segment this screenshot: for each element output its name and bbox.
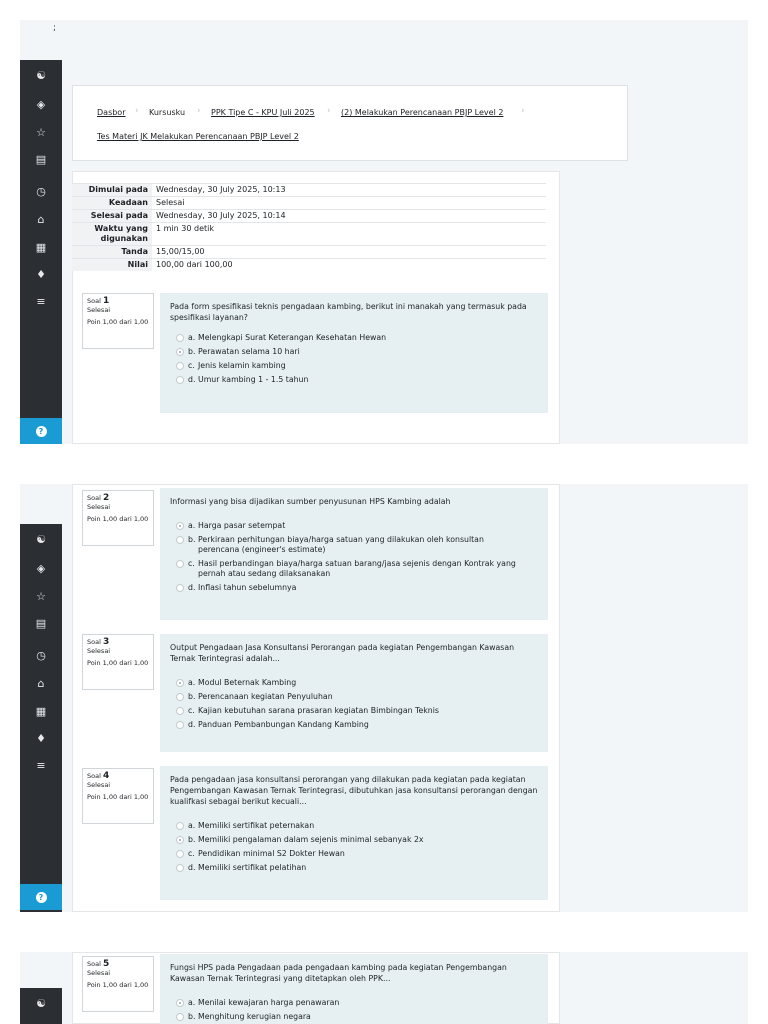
option-d[interactable]: d. Umur kambing 1 - 1.5 tahun	[170, 375, 538, 385]
list-icon[interactable]: ≡	[36, 758, 46, 772]
list-icon[interactable]: ≡	[36, 294, 46, 308]
question-state: Selesai	[87, 647, 111, 655]
question-number: 3	[102, 637, 110, 647]
star-icon[interactable]: ☆	[36, 125, 46, 139]
question-points: Poin 1,00 dari 1,00	[87, 318, 149, 326]
help-icon: ?	[36, 426, 47, 437]
right-column	[560, 484, 748, 912]
user-group-icon[interactable]: ☯	[36, 68, 46, 82]
option-b[interactable]: b. Perencanaan kegiatan Penyuluhan	[170, 692, 538, 702]
option-a[interactable]: a. Memiliki sertifikat peternakan	[170, 821, 538, 831]
star-icon[interactable]: ☆	[36, 589, 46, 603]
radio-icon[interactable]	[176, 822, 184, 830]
calendar-icon[interactable]: ▦	[35, 704, 47, 718]
radio-icon[interactable]	[176, 334, 184, 342]
question-number: 4	[102, 771, 110, 781]
book-icon[interactable]: ▤	[35, 616, 47, 630]
summary-label: Selesai pada	[72, 210, 152, 223]
question-points: Poin 1,00 dari 1,00	[87, 981, 149, 989]
summary-label: Nilai	[72, 259, 152, 272]
calendar-icon[interactable]: ▦	[35, 240, 47, 254]
question-state: Selesai	[87, 503, 111, 511]
summary-value: Wednesday, 30 July 2025, 10:14	[152, 210, 546, 223]
attempt-summary	[72, 183, 546, 271]
question-number: 2	[102, 493, 110, 503]
question-points: Poin 1,00 dari 1,00	[87, 659, 149, 667]
radio-icon[interactable]	[176, 376, 184, 384]
breadcrumb-separator: ›	[135, 106, 139, 116]
option-b[interactable]: b. Perawatan selama 10 hari	[170, 347, 538, 357]
top-marker: ;	[53, 23, 57, 33]
summary-value: 1 min 30 detik	[152, 223, 546, 246]
layers-icon[interactable]: ◈	[36, 561, 46, 575]
radio-icon[interactable]	[176, 850, 184, 858]
graduation-cap-icon[interactable]: ♦	[36, 267, 46, 281]
radio-icon[interactable]	[176, 1013, 184, 1021]
option-a[interactable]: a. Menilai kewajaran harga penawaran	[170, 998, 538, 1008]
breadcrumb-item-kursusku[interactable]: Kursusku	[149, 108, 186, 117]
page-1	[20, 20, 748, 444]
help-icon: ?	[36, 892, 47, 903]
radio-icon[interactable]	[176, 362, 184, 370]
summary-value: 15,00/15,00	[152, 246, 546, 259]
question-1	[160, 293, 548, 413]
page-2	[20, 484, 748, 912]
radio-icon[interactable]	[176, 522, 184, 530]
option-a[interactable]: a. Melengkapi Surat Keterangan Kesehatan Hewan	[170, 333, 538, 343]
radio-icon[interactable]	[176, 560, 184, 568]
question-info-3: Soal 3 Selesai Poin 1,00 dari 1,00	[82, 634, 154, 690]
question-text: Output Pengadaan Jasa Konsultansi Perorangan pada kegiatan Pengembangan Kawasan Ternak Terintegrasi adalah...	[170, 643, 515, 663]
breadcrumb-separator: ›	[197, 106, 201, 116]
book-icon[interactable]: ▤	[35, 152, 47, 166]
gauge-icon[interactable]: ◷	[36, 648, 46, 662]
user-group-icon[interactable]: ☯	[36, 996, 46, 1010]
sidebar	[20, 988, 62, 1024]
question-text: Fungsi HPS pada Pengadaan pada pengadaan kambing pada kegiatan Pengembangan Kawasan Ternak Terintegrasi yang ditetapkan oleh PPK...	[170, 963, 507, 983]
radio-icon[interactable]	[176, 348, 184, 356]
graduation-cap-icon[interactable]: ♦	[36, 731, 46, 745]
help-button[interactable]	[20, 884, 62, 910]
breadcrumb	[72, 85, 628, 161]
question-info-4: Soal 4 Selesai Poin 1,00 dari 1,00	[82, 768, 154, 824]
gauge-icon[interactable]: ◷	[36, 184, 46, 198]
radio-icon[interactable]	[176, 679, 184, 687]
option-b[interactable]: b. Menghitung kerugian negara	[170, 1012, 538, 1022]
option-d[interactable]: d. Panduan Pembanbungan Kandang Kambing	[170, 720, 538, 730]
layers-icon[interactable]: ◈	[36, 97, 46, 111]
question-state: Selesai	[87, 969, 111, 977]
summary-label: Tanda	[72, 246, 152, 259]
breadcrumb-item-quiz[interactable]: Tes Materi JK Melakukan Perencanaan PBJP Level 2	[97, 132, 299, 141]
breadcrumb-separator: ›	[327, 106, 331, 116]
sidebar	[20, 60, 62, 444]
question-4	[160, 766, 548, 900]
option-d[interactable]: d. Memiliki sertifikat pelatihan	[170, 863, 538, 873]
option-b[interactable]: b. Memiliki pengalaman dalam sejenis minimal sebanyak 2x	[170, 835, 538, 845]
question-2	[160, 488, 548, 620]
question-text: Pada form spesifikasi teknis pengadaan kambing, berikut ini manakah yang termasuk pada spesifikasi layanan?	[170, 302, 527, 322]
question-number: 5	[102, 959, 110, 969]
help-button[interactable]	[20, 418, 62, 444]
home-icon[interactable]: ⌂	[37, 676, 45, 690]
breadcrumb-item-section[interactable]: (2) Melakukan Perencanaan PBJP Level 2	[341, 108, 504, 117]
question-number: 1	[102, 296, 110, 306]
radio-icon[interactable]	[176, 693, 184, 701]
question-info-5: Soal 5 Selesai Poin 1,00 dari 1,00	[82, 956, 154, 1012]
summary-value: Selesai	[152, 197, 546, 210]
option-d[interactable]: d. Inflasi tahun sebelumnya	[170, 583, 538, 593]
home-icon[interactable]: ⌂	[37, 212, 45, 226]
option-c[interactable]: c. Jenis kelamin kambing	[170, 361, 538, 371]
user-group-icon[interactable]: ☯	[36, 532, 46, 546]
sidebar	[20, 524, 62, 912]
radio-icon[interactable]	[176, 999, 184, 1007]
right-column	[560, 952, 748, 1024]
breadcrumb-item-course[interactable]: PPK Tipe C - KPU Juli 2025	[211, 108, 315, 117]
right-column	[560, 20, 748, 444]
summary-label: Keadaan	[72, 197, 152, 210]
question-text: Informasi yang bisa dijadikan sumber penyusunan HPS Kambing adalah	[170, 497, 451, 506]
question-state: Selesai	[87, 781, 111, 789]
question-points: Poin 1,00 dari 1,00	[87, 793, 149, 801]
summary-label: Dimulai pada	[72, 184, 152, 197]
summary-value: Wednesday, 30 July 2025, 10:13	[152, 184, 546, 197]
summary-label: Waktu yang digunakan	[72, 223, 152, 246]
question-info-1: Soal 1 Selesai Poin 1,00 dari 1,00	[82, 293, 154, 349]
option-c[interactable]: c. Kajian kebutuhan sarana prasaran kegiatan Bimbingan Teknis	[170, 706, 538, 716]
option-b[interactable]: b. Perkiraan perhitungan biaya/harga satuan yang dilakukan oleh konsultan perencana (engineer's estimate)	[170, 535, 538, 555]
radio-icon[interactable]	[176, 721, 184, 729]
question-5	[160, 954, 548, 1024]
breadcrumb-separator: ›	[521, 106, 525, 116]
radio-icon[interactable]	[176, 536, 184, 544]
radio-icon[interactable]	[176, 584, 184, 592]
option-a[interactable]: a. Harga pasar setempat	[170, 521, 538, 531]
question-text: Pada pengadaan jasa konsultansi perorangan yang dilakukan pada kegiatan pada kegiatan Pengembangan Kawasan Ternak Terintegrasi, dibutuhkan jasa konsultansi perorangan dengan kualifkasi sebagai berikut kecuali...	[170, 775, 538, 806]
breadcrumb-item-dasbor[interactable]: Dasbor	[97, 108, 126, 117]
question-state: Selesai	[87, 306, 111, 314]
option-c[interactable]: c. Hasil perbandingan biaya/harga satuan barang/jasa sejenis dengan Kontrak yang pernah atau sedang dilaksanakan	[170, 559, 538, 579]
question-points: Poin 1,00 dari 1,00	[87, 515, 149, 523]
radio-icon[interactable]	[176, 836, 184, 844]
summary-value: 100,00 dari 100,00	[152, 259, 546, 272]
option-c[interactable]: c. Pendidikan minimal S2 Dokter Hewan	[170, 849, 538, 859]
option-a[interactable]: a. Modul Beternak Kambing	[170, 678, 538, 688]
question-info-2: Soal 2 Selesai Poin 1,00 dari 1,00	[82, 490, 154, 546]
question-3	[160, 634, 548, 752]
page-3	[20, 952, 748, 1024]
radio-icon[interactable]	[176, 707, 184, 715]
radio-icon[interactable]	[176, 864, 184, 872]
